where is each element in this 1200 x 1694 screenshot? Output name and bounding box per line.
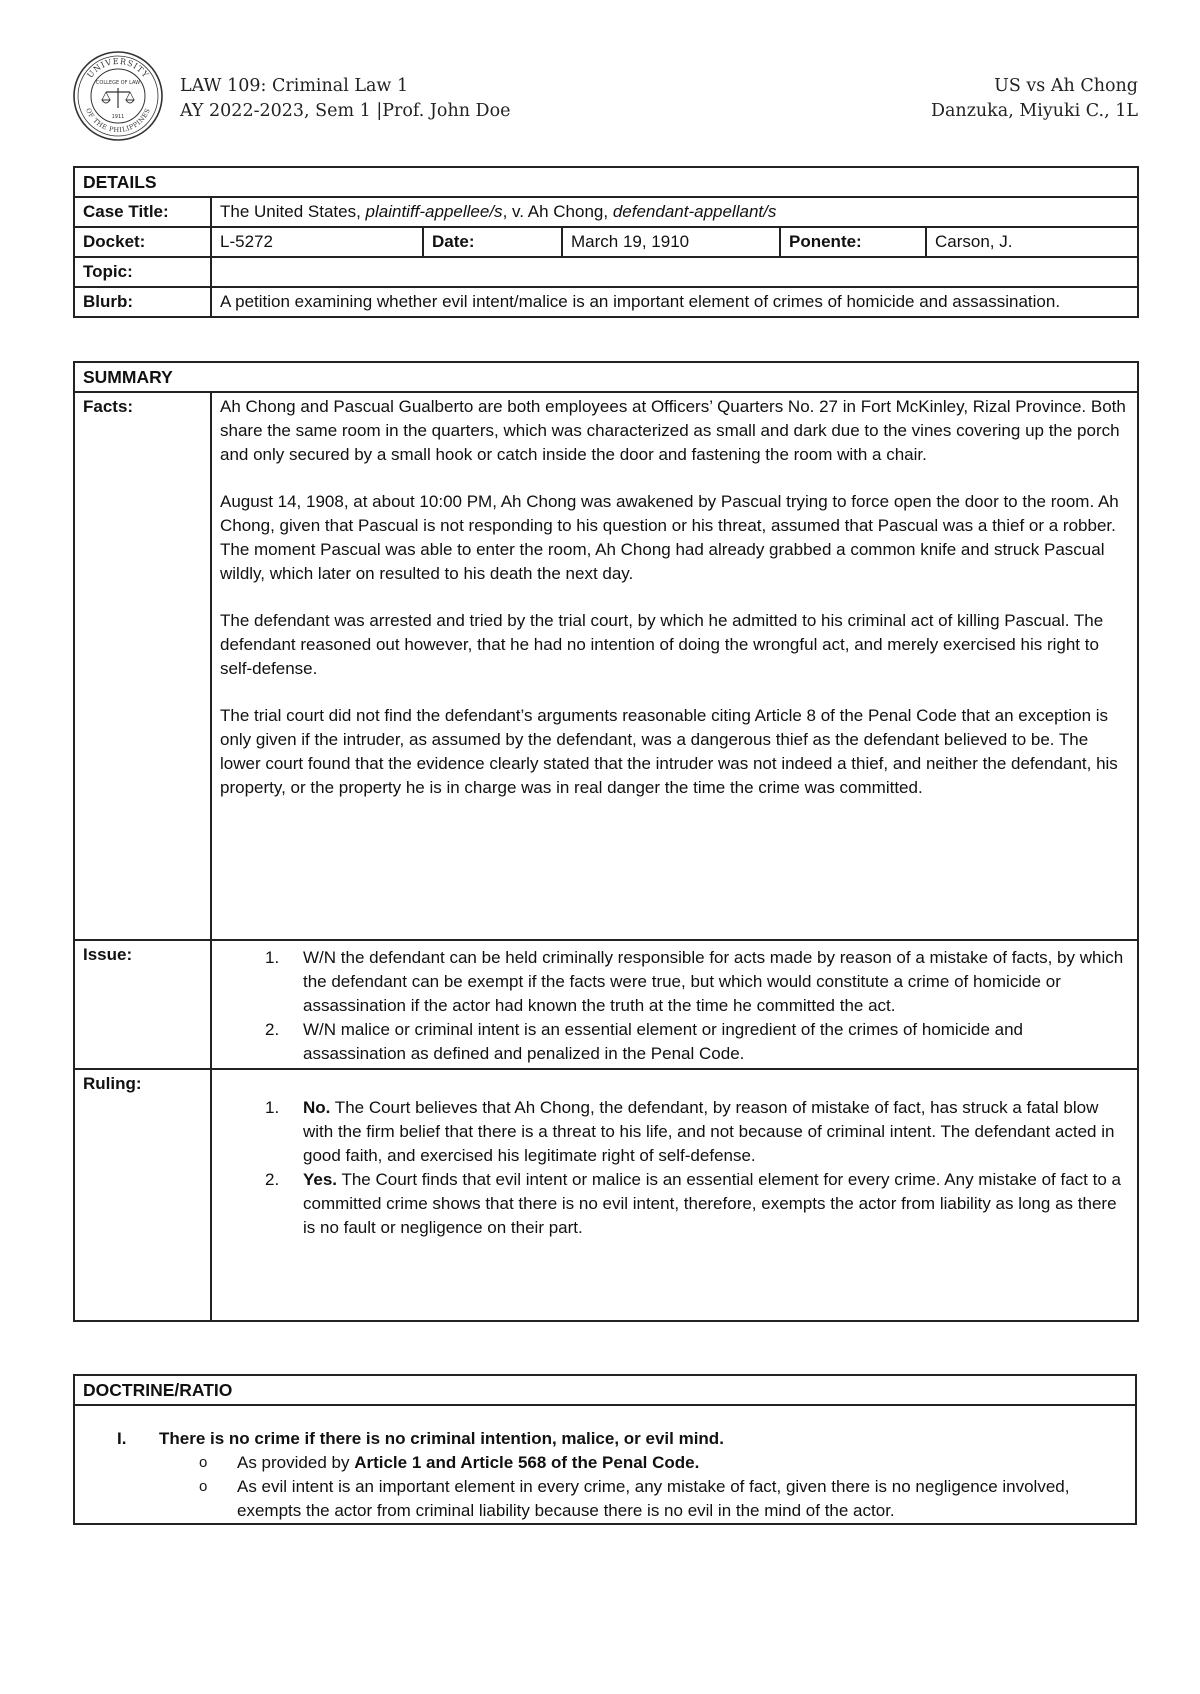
doctrine-principle-text: There is no crime if there is no criminal intention, malice, or evil mind. (159, 1429, 724, 1448)
list-item (83, 1451, 1127, 1475)
doctrine-principle (83, 1427, 1127, 1451)
doctrine-content (74, 1405, 1136, 1524)
facts-paragraph: The defendant was arrested and tried by the trial court, by which he admitted to his criminal act of killing Pascual. The defendant reasoned out however, that he had no intention of doing the wrongful act, and merely exercised his right to self-defense. (220, 611, 1104, 678)
ruling-label: Ruling: (74, 1069, 211, 1321)
ruling-verdict: No. (303, 1098, 331, 1117)
author-name: Danzuka, Miyuki C., 1L (930, 101, 1138, 121)
facts-paragraph: Ah Chong and Pascual Gualberto are both employees at Officers’ Quarters No. 27 in Fort McKinley, Rizal Province. Both share the same room in the quarters, which was characterized as small and dark due to the vines covering up the porch and only secured by a small hook or catch inside the door and fastening the room with a chair. (220, 397, 1126, 464)
issue-list (220, 946, 1129, 1066)
bullet-text: As provided by (237, 1453, 355, 1472)
case-title-text: , v. Ah Chong, (502, 202, 613, 221)
ponente-value: Carson, J. (926, 227, 1138, 257)
circle-bullet-icon: o (199, 1454, 208, 1471)
list-item (83, 1475, 1127, 1523)
doctrine-heading: DOCTRINE/RATIO (74, 1375, 1136, 1405)
case-title-role-plaintiff: plaintiff-appellee/s (365, 202, 503, 221)
list-item (220, 1096, 1129, 1168)
issue-text: W/N malice or criminal intent is an essential element or ingredient of the crimes of homicide and assassination as defined and penalized in the Penal Code. (303, 1020, 1023, 1063)
issue-content (211, 940, 1138, 1069)
docket-label: Docket: (74, 227, 211, 257)
list-number: 2. (265, 1020, 280, 1039)
facts-label: Facts: (74, 392, 211, 940)
topic-label: Topic: (74, 257, 211, 287)
details-table (73, 166, 1139, 318)
blurb-value: A petition examining whether evil intent/malice is an important element of crimes of homicide and assassination. (211, 287, 1138, 317)
page-header (72, 50, 1138, 140)
case-title-text: The United States, (220, 202, 366, 221)
issue-label: Issue: (74, 940, 211, 1069)
case-title-label: Case Title: (74, 197, 211, 227)
list-item (220, 1018, 1129, 1066)
topic-value (211, 257, 1138, 287)
case-title-value (211, 197, 1138, 227)
university-seal-logo (72, 50, 164, 142)
facts-paragraph: August 14, 1908, at about 10:00 PM, Ah Chong was awakened by Pascual trying to force open the door to the room. Ah Chong, given that Pascual is not responding to his question or his threat, assumed that Pascual was a thief or a robber. The moment Pascual was able to enter the room, Ah Chong had already grabbed a common knife and struck Pascual wildly, which later on resulted to his death the next day. (220, 492, 1119, 583)
svg-text:1911: 1911 (111, 114, 125, 120)
summary-table (73, 361, 1139, 1322)
date-value: March 19, 1910 (562, 227, 780, 257)
ruling-list (220, 1096, 1129, 1240)
date-label: Date: (423, 227, 562, 257)
header-case-info (931, 74, 1138, 124)
svg-text:OF THE PHILIPPINES: OF THE PHILIPPINES (84, 106, 152, 135)
list-item (220, 946, 1129, 1018)
list-number: 2. (265, 1170, 280, 1189)
ruling-text: The Court finds that evil intent or malice is an essential element for every crime. Any mistake of fact to a committed crime shows that there is no evil intent, therefore, exempts the actor from liability as long as there is no fault or negligence on their part. (303, 1170, 1121, 1237)
ruling-verdict: Yes. (303, 1170, 338, 1189)
list-item (220, 1168, 1129, 1240)
ruling-content (211, 1069, 1138, 1321)
term-professor: AY 2022-2023, Sem 1 |Prof. John Doe (180, 101, 511, 121)
case-title-role-defendant: defendant-appellant/s (612, 202, 777, 221)
list-number: 1. (265, 1098, 280, 1117)
blurb-label: Blurb: (74, 287, 211, 317)
circle-bullet-icon: o (199, 1478, 208, 1495)
issue-text: W/N the defendant can be held criminally responsible for acts made by reason of a mistake of facts, by which the defendant can be exempt if the facts were true, but which would constitute a crime of homicide or assassination if the actor had known the truth at the time he committed the act. (303, 948, 1124, 1015)
ruling-text: The Court believes that Ah Chong, the defendant, by reason of mistake of fact, has struck a fatal blow with the firm belief that there is a threat to his life, and not because of criminal intent. The defendant acted in good faith, and exercised his legitimate right of self-defense. (303, 1098, 1115, 1165)
bullet-text: As evil intent is an important element in every crime, any mistake of fact, given there is no negligence involved, exempts the actor from criminal liability because there is no evil in the mind of the actor. (237, 1477, 1070, 1520)
ponente-label: Ponente: (780, 227, 926, 257)
case-short-title: US vs Ah Chong (994, 76, 1138, 96)
roman-numeral: I. (117, 1429, 127, 1448)
doctrine-table (73, 1374, 1137, 1525)
bullet-text-bold: Article 1 and Article 568 of the Penal Code. (354, 1453, 700, 1472)
summary-heading: SUMMARY (74, 362, 1138, 392)
header-course-info (180, 74, 510, 124)
facts-content (211, 392, 1138, 940)
svg-text:COLLEGE OF LAW: COLLEGE OF LAW (95, 80, 141, 86)
facts-paragraph: The trial court did not find the defendant’s arguments reasonable citing Article 8 of the Penal Code that an exception is only given if the intruder, as assumed by the defendant, was a dangerous thief as the defendant believed to be. The lower court found that the evidence clearly stated that the intruder was not indeed a thief, and neither the defendant, his property, or the property he is in charge was in real danger the time the crime was committed. (220, 706, 1118, 797)
svg-text:UNIVERSITY: UNIVERSITY (85, 56, 151, 80)
course-name: LAW 109: Criminal Law 1 (180, 76, 409, 96)
docket-value: L-5272 (211, 227, 423, 257)
list-number: 1. (265, 948, 280, 967)
details-heading: DETAILS (74, 167, 1138, 197)
